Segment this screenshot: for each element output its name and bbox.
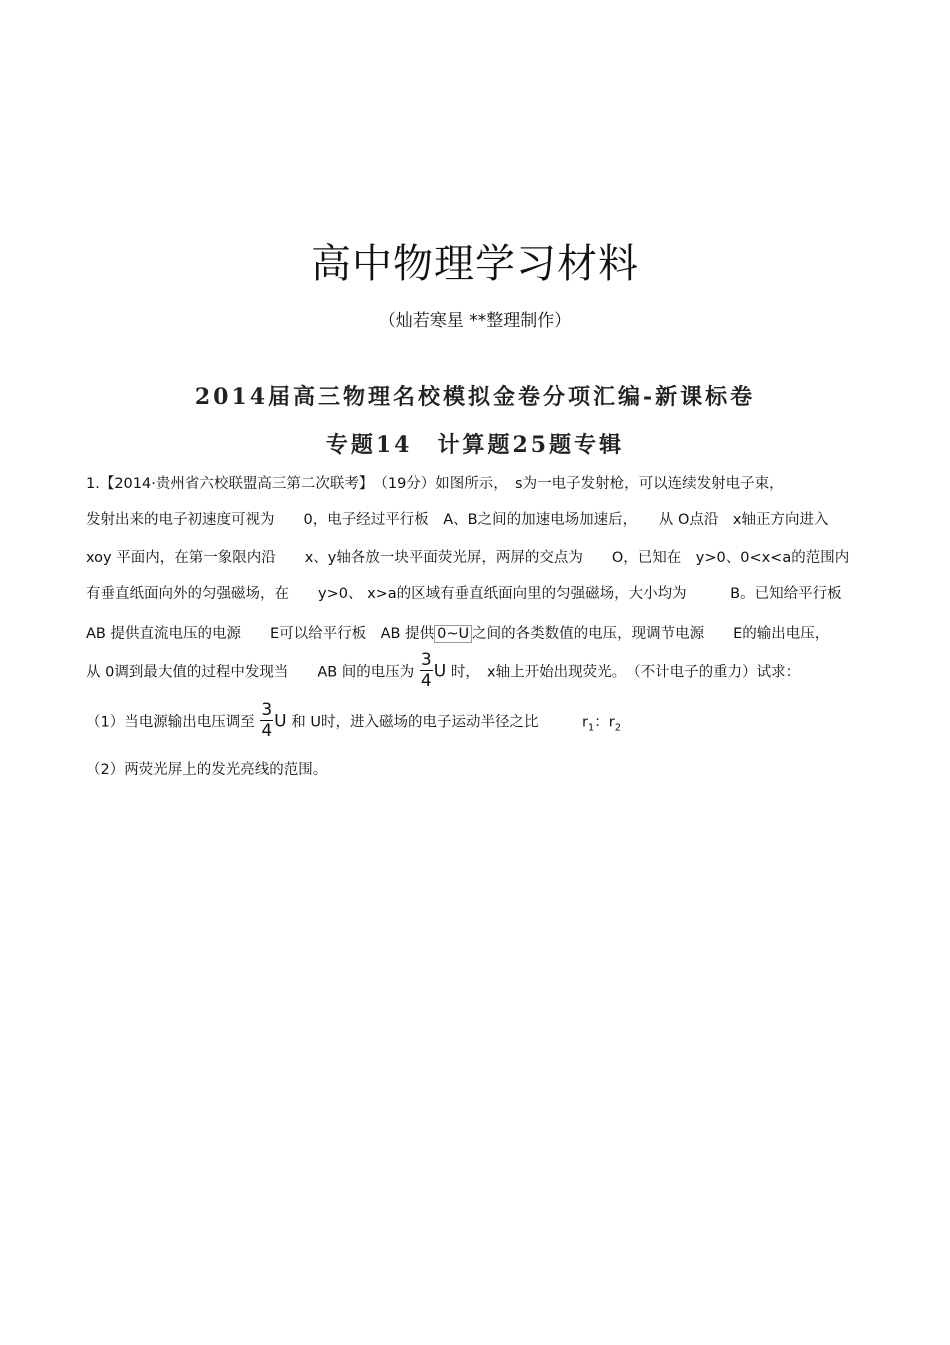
page-title: 高中物理学习材料 bbox=[311, 241, 639, 287]
collection-title: 2014届高三物理名校模拟金卷分项汇编-新课标卷 bbox=[194, 384, 756, 410]
fraction-numerator: 3 bbox=[420, 650, 432, 670]
problem-line-6 bbox=[86, 652, 800, 693]
subscript-2: 2 bbox=[614, 722, 622, 734]
voltage-symbol: U bbox=[274, 711, 287, 732]
fraction-three-quarters bbox=[420, 650, 433, 691]
fraction-denominator: 4 bbox=[420, 671, 432, 691]
fraction-denominator: 4 bbox=[261, 721, 273, 741]
line-5-end: 之间的各类数值的电压，现调节电源 E的输出电压， bbox=[472, 626, 830, 642]
question-2: （2）两荧光屏上的发光亮线的范围。 bbox=[86, 762, 328, 778]
problem-line-3: xoy 平面内，在第一象限内沿 x、y轴各放一块平面荧光屏，两屏的交点为 O，已知在 y>0、0<x<a的范围内 bbox=[86, 550, 850, 566]
problem-line-5 bbox=[86, 624, 829, 644]
page-subtitle: （灿若寒星 **整理制作） bbox=[378, 311, 572, 331]
fraction-numerator: 3 bbox=[261, 700, 273, 720]
problem-line-1: 1.【2014·贵州省六校联盟高三第二次联考】 （19分）如图所示， s为一电子发射枪，可以连续发射电子束， bbox=[86, 476, 784, 492]
ratio-colon: ：r bbox=[594, 714, 615, 731]
subscript-1: 1 bbox=[587, 722, 595, 734]
topic-title: 专题14 计算题25题专辑 bbox=[325, 432, 625, 458]
question-1-end: 和 U时，进入磁场的电子运动半径之比 r bbox=[291, 714, 588, 731]
voltage-range: 0~U bbox=[434, 625, 472, 643]
line-6-start: 从 0调到最大值的过程中发现当 AB 间的电压为 bbox=[86, 664, 415, 681]
problem-line-2: 发射出来的电子初速度可视为 0，电子经过平行板 A、B之间的加速电场加速后， 从 O点沿 x轴正方向进入 bbox=[86, 512, 829, 528]
voltage-symbol: U bbox=[433, 661, 447, 682]
fraction-three-quarters-q1 bbox=[260, 700, 273, 741]
problem-line-4: 有垂直纸面向外的匀强磁场，在 y>0、 x>a的区域有垂直纸面向里的匀强磁场，大小均为 B。已知给平行板 bbox=[86, 586, 842, 602]
question-1-start: （1）当电源输出电压调至 bbox=[86, 714, 255, 731]
question-1 bbox=[86, 702, 621, 743]
line-6-end: 时， x轴上开始出现荧光。 （不计电子的重力）试求： bbox=[450, 664, 801, 681]
line-5-start: AB 提供直流电压的电源 E可以给平行板 AB 提供 bbox=[86, 626, 435, 642]
